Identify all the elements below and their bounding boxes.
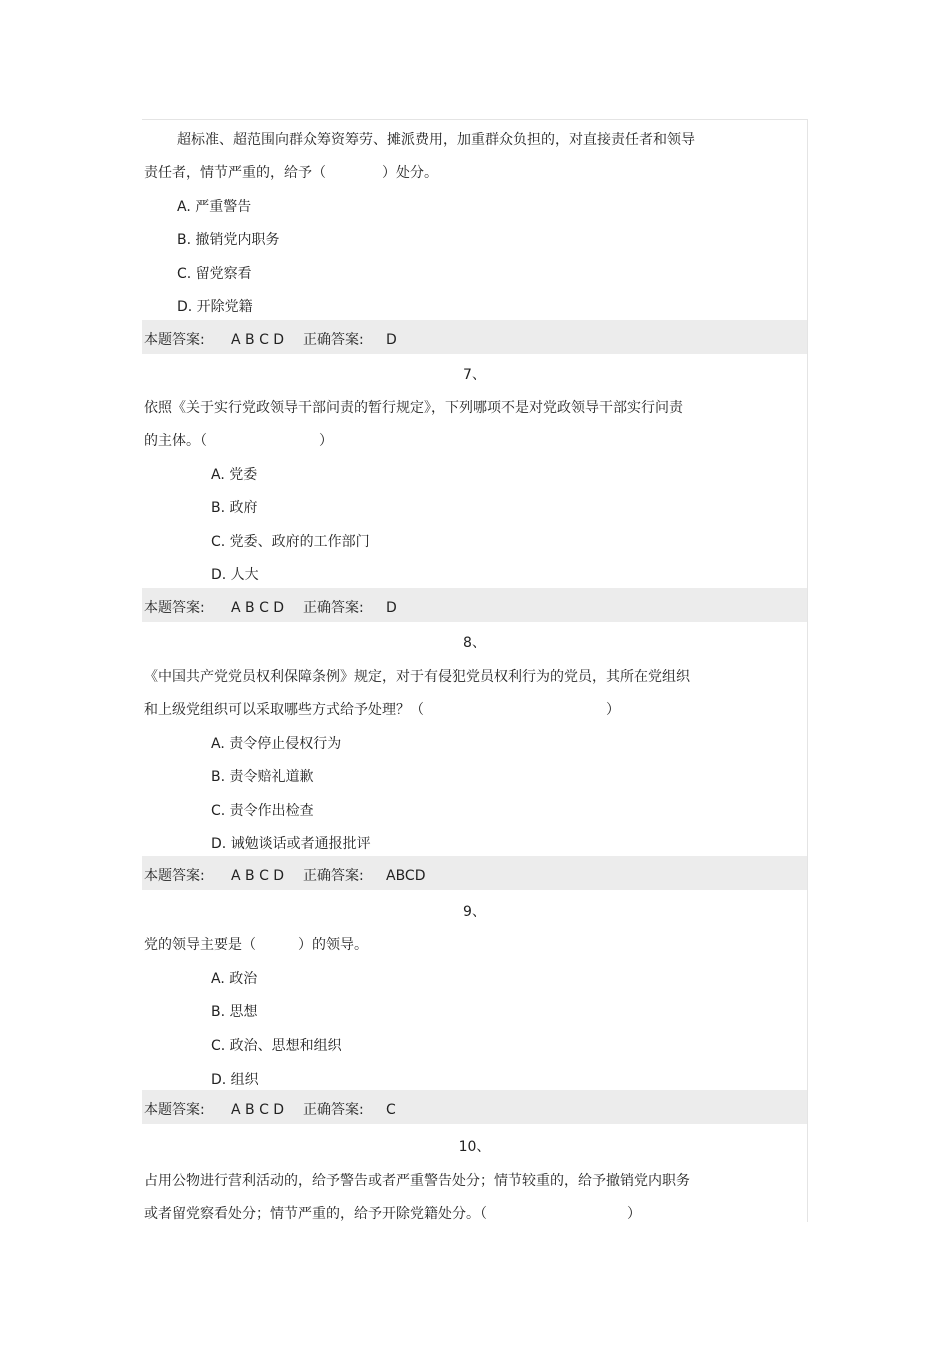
q7-stem-line-1: 依照《关于实行党政领导干部问责的暂行规定》，下列哪项不是对党政领导干部实行问责 xyxy=(144,400,683,416)
q8-option-b: B. 责令赔礼道歉 xyxy=(211,769,314,785)
correct-answer-value: ABCD xyxy=(386,868,426,884)
your-answer: A B C D xyxy=(231,600,285,616)
your-answer: A B C D xyxy=(231,868,285,884)
correct-answer-label: 正确答案: xyxy=(303,868,364,884)
answer-label: 本题答案: xyxy=(144,332,205,348)
q6-stem-line-2: 责任者，情节严重的，给予（ ）处分。 xyxy=(144,165,438,181)
q8-option-a: A. 责令停止侵权行为 xyxy=(211,736,342,752)
q6-option-a: A. 严重警告 xyxy=(177,199,252,215)
correct-answer-label: 正确答案: xyxy=(303,1102,364,1118)
answer-label: 本题答案: xyxy=(144,1102,205,1118)
document-page xyxy=(142,119,808,1222)
q7-number: 7、 xyxy=(463,367,486,383)
q10-stem-line-1: 占用公物进行营利活动的，给予警告或者严重警告处分；情节较重的，给予撤销党内职务 xyxy=(144,1173,690,1189)
q8-stem-line-2: 和上级党组织可以采取哪些方式给予处理？（ ） xyxy=(144,702,620,718)
q7-option-a: A. 党委 xyxy=(211,467,258,483)
correct-answer-value: C xyxy=(386,1102,396,1118)
q9-stem-line-1: 党的领导主要是（ ）的领导。 xyxy=(144,937,368,953)
answer-label: 本题答案: xyxy=(144,600,205,616)
q8-option-d: D. 诫勉谈话或者通报批评 xyxy=(211,836,371,852)
q8-option-c: C. 责令作出检查 xyxy=(211,803,314,819)
correct-answer-label: 正确答案: xyxy=(303,600,364,616)
q9-option-a: A. 政治 xyxy=(211,971,258,987)
q9-number: 9、 xyxy=(463,904,486,920)
q8-answer-bar xyxy=(142,856,807,890)
correct-answer-value: D xyxy=(386,600,397,616)
q8-stem-line-1: 《中国共产党党员权利保障条例》规定，对于有侵犯党员权利行为的党员，其所在党组织 xyxy=(144,669,690,685)
q7-option-c: C. 党委、政府的工作部门 xyxy=(211,534,370,550)
q6-answer-bar xyxy=(142,320,807,354)
q7-option-b: B. 政府 xyxy=(211,500,258,516)
q9-answer-bar xyxy=(142,1090,807,1124)
your-answer: A B C D xyxy=(231,1102,285,1118)
q9-option-b: B. 思想 xyxy=(211,1004,258,1020)
q10-stem-line-2: 或者留党察看处分；情节严重的，给予开除党籍处分。（ ） xyxy=(144,1206,641,1222)
q7-answer-bar xyxy=(142,588,807,622)
q10-number: 10、 xyxy=(458,1139,491,1155)
q9-option-c: C. 政治、思想和组织 xyxy=(211,1038,342,1054)
correct-answer-value: D xyxy=(386,332,397,348)
q7-option-d: D. 人大 xyxy=(211,567,259,583)
q9-option-d: D. 组织 xyxy=(211,1072,259,1088)
q8-number: 8、 xyxy=(463,635,486,651)
q6-option-c: C. 留党察看 xyxy=(177,266,252,282)
q6-option-b: B. 撤销党内职务 xyxy=(177,232,280,248)
q7-stem-line-2: 的主体。（ ） xyxy=(144,433,333,449)
answer-label: 本题答案: xyxy=(144,868,205,884)
your-answer: A B C D xyxy=(231,332,285,348)
correct-answer-label: 正确答案: xyxy=(303,332,364,348)
q6-stem-line-1: 超标准、超范围向群众筹资筹劳、摊派费用，加重群众负担的，对直接责任者和领导 xyxy=(177,132,695,148)
q6-option-d: D. 开除党籍 xyxy=(177,299,253,315)
